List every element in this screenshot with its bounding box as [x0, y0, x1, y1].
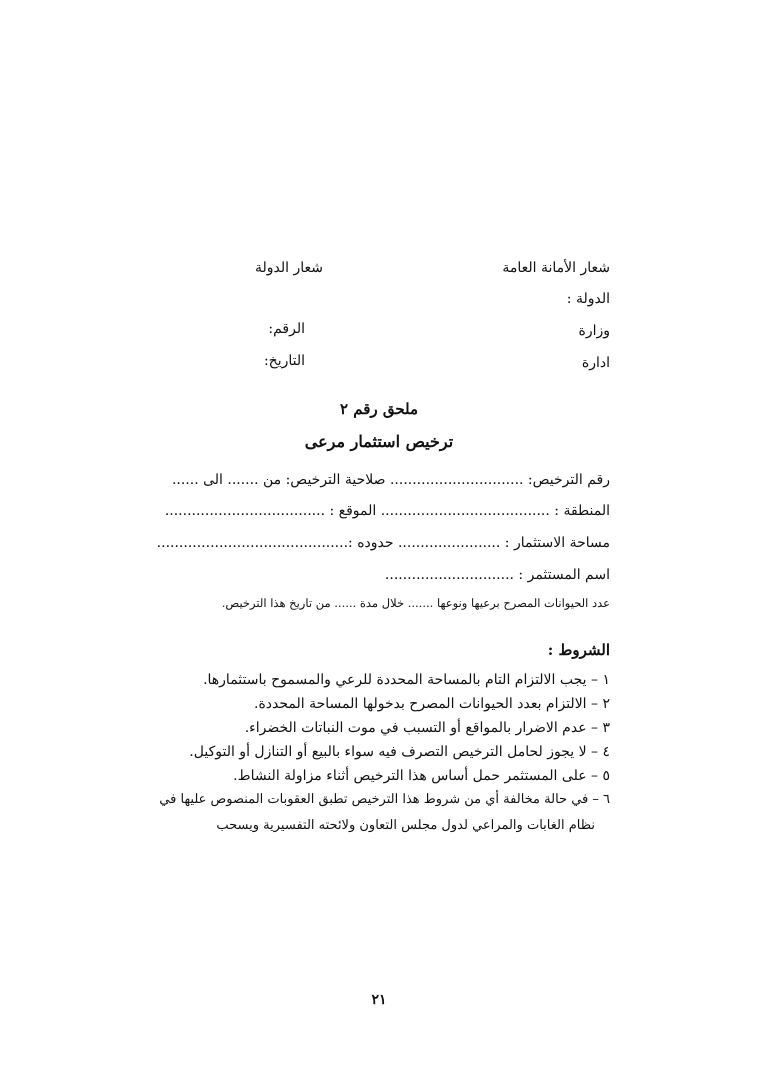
field-region: المنطقة : ...................................... الموقع : .................................... [164, 503, 610, 519]
secretariat-logo-label: شعار الأمانة العامة [502, 260, 610, 276]
ministry-label: وزارة [578, 323, 610, 339]
field-animals-count: عدد الحيوانات المصرح برعيها ونوعها ....... خلال مدة ...... من تاريخ هذا الترخيص. [221, 596, 610, 610]
condition-item: ٥ – على المستثمر حمل أساس هذا الترخيص أثناء مزاولة النشاط. [233, 768, 610, 784]
field-investor-name: اسم المستثمر : ............................. [384, 567, 610, 583]
date-label: التاريخ: [263, 353, 305, 369]
field-area: مساحة الاستثمار : ....................... حدوده :........................................... [156, 535, 610, 551]
field-license-number: رقم الترخيص: .............................. صلاحية الترخيص: من ....... الى ...... [171, 472, 610, 488]
page-number: ٢١ [371, 992, 387, 1008]
number-label: الرقم: [268, 321, 305, 337]
annex-title: ملحق رقم ٢ [339, 400, 419, 418]
state-logo-label: شعار الدولة [255, 260, 323, 276]
condition-continuation: نظام الغابات والمراعي لدول مجلس التعاون ولائحته التفسيرية ويسحب [216, 818, 595, 833]
condition-item: ١ – يجب الالتزام التام بالمساحة المحددة للرعي والمسموح باستثمارها. [203, 672, 610, 688]
condition-item: ٢ – الالتزام بعدد الحيوانات المصرح بدخولها المساحة المحددة. [254, 696, 610, 712]
conditions-heading: الشروط : [547, 641, 610, 659]
license-title: ترخيص استثمار مرعى [304, 432, 454, 451]
condition-item: ٣ – عدم الاضرار بالمواقع أو التسبب في موت النباتات الخضراء. [244, 720, 610, 736]
condition-item: ٦ – في حالة مخالفة أي من شروط هذا الترخيص تطبق العقوبات المنصوص عليها في [159, 792, 610, 807]
department-label: ادارة [581, 355, 610, 371]
condition-item: ٤ – لا يجوز لحامل الترخيص التصرف فيه سواء بالبيع أو التنازل أو التوكيل. [189, 744, 610, 760]
state-label: الدولة : [566, 291, 610, 307]
